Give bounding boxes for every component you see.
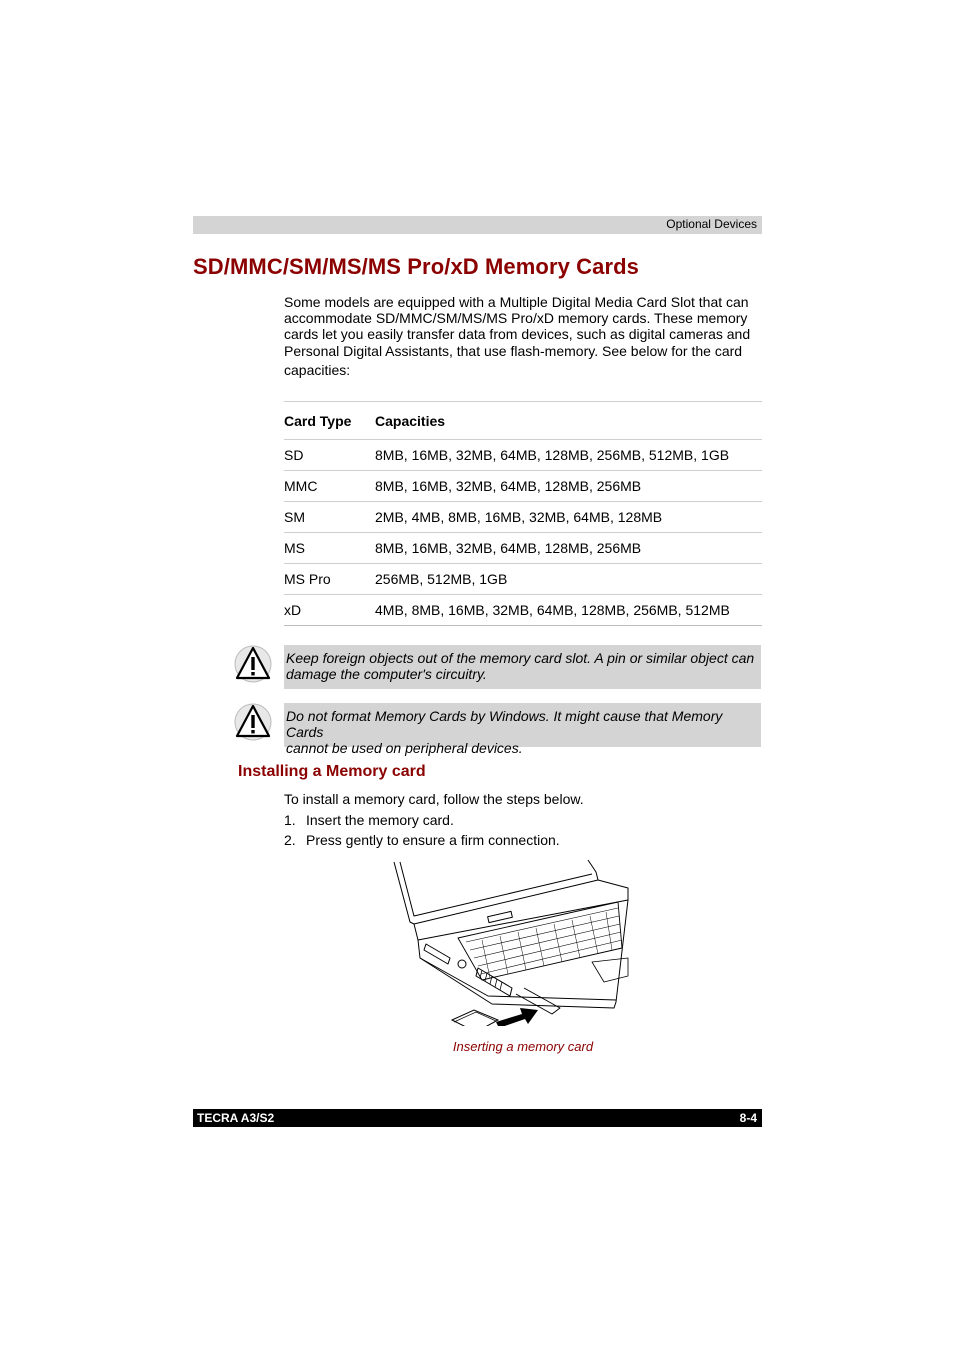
header-capacities: Capacities (375, 402, 762, 440)
figure-caption: Inserting a memory card (452, 1039, 594, 1054)
intro-line: cards let you easily transfer data from devices, such as digital cameras and (284, 326, 751, 343)
model-name: TECRA A3/S2 (197, 1111, 275, 1125)
step-number: 2. (284, 832, 296, 848)
capacities-cell: 8MB, 16MB, 32MB, 64MB, 128MB, 256MB, 512MB, 1GB (375, 440, 762, 471)
section-title: Installing a Memory card (238, 763, 426, 780)
step-text: Insert the memory card. (306, 812, 454, 828)
card-type-cell: xD (284, 595, 375, 626)
caution-line: Do not format Memory Cards by Windows. It might cause that Memory Cards (286, 708, 723, 740)
table-row (284, 533, 762, 564)
table-row (284, 564, 762, 595)
table-row (284, 502, 762, 533)
capacities-cell: 2MB, 4MB, 8MB, 16MB, 32MB, 64MB, 128MB (375, 502, 762, 533)
capacities-cell: 4MB, 8MB, 16MB, 32MB, 64MB, 128MB, 256MB, 512MB (375, 595, 762, 626)
footer-bar (193, 1109, 762, 1127)
steps-intro: To install a memory card, follow the steps below. (284, 791, 584, 807)
table-header-row (284, 402, 762, 440)
page-number: 8-4 (739, 1111, 757, 1125)
caution-line: Keep foreign objects out of the memory card slot. A pin or similar object can (286, 650, 755, 666)
card-type-cell: MS Pro (284, 564, 375, 595)
section-name: Optional Devices (666, 217, 757, 231)
table-row (284, 440, 762, 471)
card-type-cell: MS (284, 533, 375, 564)
table-row (284, 471, 762, 502)
intro-line: capacities: (284, 361, 351, 378)
caution-box (284, 645, 761, 689)
intro-line: accommodate SD/MMC/SM/MS/MS Pro/xD memory cards. These memory (284, 310, 748, 327)
capacities-table (284, 401, 762, 626)
table-row (284, 595, 762, 626)
step-text: Press gently to ensure a firm connection. (306, 832, 560, 848)
caution-box (284, 703, 761, 756)
capacities-cell: 8MB, 16MB, 32MB, 64MB, 128MB, 256MB (375, 471, 762, 502)
intro-paragraph (284, 294, 762, 378)
caution-text (286, 708, 758, 756)
list-item (284, 832, 560, 848)
page-title: SD/MMC/SM/MS/MS Pro/xD Memory Cards (193, 254, 640, 279)
card-type-cell: SM (284, 502, 375, 533)
caution-line: damage the computer's circuitry. (286, 666, 487, 682)
caution-text (286, 650, 758, 682)
capacities-cell: 8MB, 16MB, 32MB, 64MB, 128MB, 256MB (375, 533, 762, 564)
caution-triangle-icon (234, 703, 272, 741)
caution-triangle-icon (234, 645, 272, 683)
capacities-cell: 256MB, 512MB, 1GB (375, 564, 762, 595)
intro-line: Some models are equipped with a Multiple Digital Media Card Slot that can (284, 294, 749, 310)
header-card-type: Card Type (284, 402, 375, 440)
header-bar (193, 216, 762, 234)
card-type-cell: MMC (284, 471, 375, 502)
list-item (284, 812, 454, 828)
step-number: 1. (284, 812, 296, 828)
intro-line: Personal Digital Assistants, that use flash-memory. See below for the card (284, 342, 743, 359)
card-type-cell: SD (284, 440, 375, 471)
laptop-illustration (392, 858, 632, 1026)
caution-line: cannot be used on peripheral devices. (286, 740, 523, 756)
